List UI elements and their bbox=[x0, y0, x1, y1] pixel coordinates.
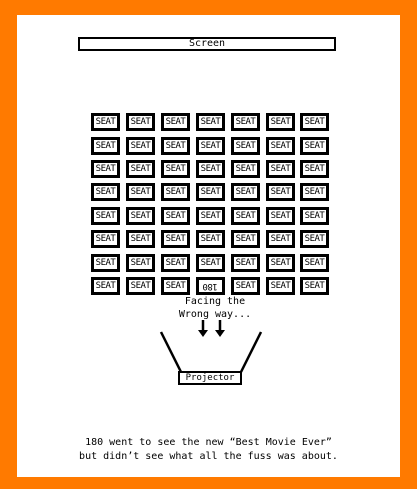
seat-label: SEAT bbox=[270, 187, 291, 197]
caption-top-line-2: Wrong way... bbox=[178, 309, 252, 320]
seat bbox=[126, 183, 155, 201]
seat bbox=[196, 160, 225, 178]
seat-label: SEAT bbox=[130, 234, 151, 244]
seat bbox=[161, 277, 190, 295]
seat bbox=[266, 137, 295, 155]
seat-label: SEAT bbox=[200, 164, 221, 174]
seat bbox=[91, 230, 120, 248]
seat-label: SEAT bbox=[95, 258, 116, 268]
seat-label: SEAT bbox=[165, 234, 186, 244]
seat bbox=[300, 230, 329, 248]
seat-label: SEAT bbox=[200, 211, 221, 221]
screen-label: Screen bbox=[188, 38, 226, 49]
seat bbox=[300, 207, 329, 225]
seat-label: SEAT bbox=[270, 258, 291, 268]
seat bbox=[91, 207, 120, 225]
caption-bottom-line-2: but didn’t see what all the fuss was about. bbox=[79, 451, 338, 462]
seat-label: SEAT bbox=[304, 117, 325, 127]
seat bbox=[161, 183, 190, 201]
seat bbox=[126, 230, 155, 248]
seat-label: SEAT bbox=[304, 234, 325, 244]
seat-label: SEAT bbox=[270, 141, 291, 151]
seat bbox=[231, 160, 260, 178]
seat bbox=[196, 137, 225, 155]
seat bbox=[126, 160, 155, 178]
seat bbox=[196, 230, 225, 248]
seat-label: SEAT bbox=[130, 211, 151, 221]
seat-label: SEAT bbox=[95, 117, 116, 127]
projector-box bbox=[178, 371, 242, 385]
seat-label: SEAT bbox=[270, 281, 291, 291]
seat bbox=[196, 183, 225, 201]
flipped-seat-label: 180 bbox=[203, 281, 218, 291]
seat-label: SEAT bbox=[165, 187, 186, 197]
caption-facing-wrong-way bbox=[160, 295, 270, 321]
seat bbox=[231, 230, 260, 248]
seat bbox=[161, 137, 190, 155]
seat bbox=[126, 113, 155, 131]
seat-label: SEAT bbox=[95, 211, 116, 221]
seat-label: SEAT bbox=[95, 281, 116, 291]
seat bbox=[266, 254, 295, 272]
caption-top-line-1: Facing the bbox=[184, 296, 246, 307]
projector-label: Projector bbox=[185, 373, 235, 383]
seat bbox=[231, 137, 260, 155]
seat-label: SEAT bbox=[95, 234, 116, 244]
seat-label: SEAT bbox=[235, 141, 256, 151]
seat-label: SEAT bbox=[95, 141, 116, 151]
seat-label: SEAT bbox=[130, 187, 151, 197]
seat bbox=[126, 254, 155, 272]
seat bbox=[266, 230, 295, 248]
seat bbox=[161, 230, 190, 248]
seat-label: SEAT bbox=[270, 211, 291, 221]
seat bbox=[231, 183, 260, 201]
seat-label: SEAT bbox=[200, 234, 221, 244]
seat bbox=[196, 207, 225, 225]
seat bbox=[91, 183, 120, 201]
seat-flipped-180 bbox=[196, 277, 225, 295]
seat-label: SEAT bbox=[130, 117, 151, 127]
seat bbox=[300, 183, 329, 201]
seat bbox=[231, 113, 260, 131]
seat-label: SEAT bbox=[165, 164, 186, 174]
caption-story bbox=[30, 436, 387, 464]
seat bbox=[91, 277, 120, 295]
seat bbox=[231, 254, 260, 272]
seat bbox=[91, 254, 120, 272]
seat bbox=[266, 113, 295, 131]
seat-label: SEAT bbox=[165, 211, 186, 221]
seat bbox=[161, 207, 190, 225]
seat bbox=[266, 183, 295, 201]
seat-label: SEAT bbox=[304, 281, 325, 291]
seat-label: SEAT bbox=[200, 187, 221, 197]
seat-label: SEAT bbox=[304, 164, 325, 174]
seat bbox=[126, 207, 155, 225]
seat-label: SEAT bbox=[130, 258, 151, 268]
seat-label: SEAT bbox=[304, 141, 325, 151]
seat-label: SEAT bbox=[270, 234, 291, 244]
seat-label: SEAT bbox=[200, 141, 221, 151]
seat-label: SEAT bbox=[130, 281, 151, 291]
seat-label: SEAT bbox=[95, 187, 116, 197]
seat bbox=[231, 277, 260, 295]
seat bbox=[266, 160, 295, 178]
seat-label: SEAT bbox=[235, 234, 256, 244]
seat bbox=[91, 137, 120, 155]
seat-label: SEAT bbox=[235, 117, 256, 127]
seat-label: SEAT bbox=[235, 281, 256, 291]
seat bbox=[196, 113, 225, 131]
seat-label: SEAT bbox=[165, 141, 186, 151]
seat-label: SEAT bbox=[235, 211, 256, 221]
seat bbox=[126, 137, 155, 155]
seat bbox=[91, 113, 120, 131]
seat-label: SEAT bbox=[165, 117, 186, 127]
seat bbox=[300, 254, 329, 272]
seat-label: SEAT bbox=[165, 258, 186, 268]
seat-label: SEAT bbox=[130, 141, 151, 151]
seat-label: SEAT bbox=[304, 258, 325, 268]
seat bbox=[300, 137, 329, 155]
seat bbox=[266, 277, 295, 295]
seat-label: SEAT bbox=[95, 164, 116, 174]
seat-label: SEAT bbox=[304, 211, 325, 221]
seat-label: SEAT bbox=[235, 164, 256, 174]
seat bbox=[161, 254, 190, 272]
seat-label: SEAT bbox=[235, 187, 256, 197]
seat-label: SEAT bbox=[165, 281, 186, 291]
seat bbox=[300, 113, 329, 131]
seat-label: SEAT bbox=[270, 117, 291, 127]
seat-label: SEAT bbox=[304, 187, 325, 197]
seat-label: SEAT bbox=[130, 164, 151, 174]
caption-bottom-line-1: 180 went to see the new “Best Movie Ever” bbox=[85, 437, 332, 448]
seat bbox=[161, 113, 190, 131]
seat bbox=[161, 160, 190, 178]
seat bbox=[126, 277, 155, 295]
seat bbox=[91, 160, 120, 178]
seat bbox=[300, 160, 329, 178]
seat-label: SEAT bbox=[270, 164, 291, 174]
seat-label: SEAT bbox=[200, 258, 221, 268]
seat-label: SEAT bbox=[200, 117, 221, 127]
seat bbox=[266, 207, 295, 225]
seat-label: SEAT bbox=[235, 258, 256, 268]
seat bbox=[300, 277, 329, 295]
seat bbox=[196, 254, 225, 272]
seat bbox=[231, 207, 260, 225]
